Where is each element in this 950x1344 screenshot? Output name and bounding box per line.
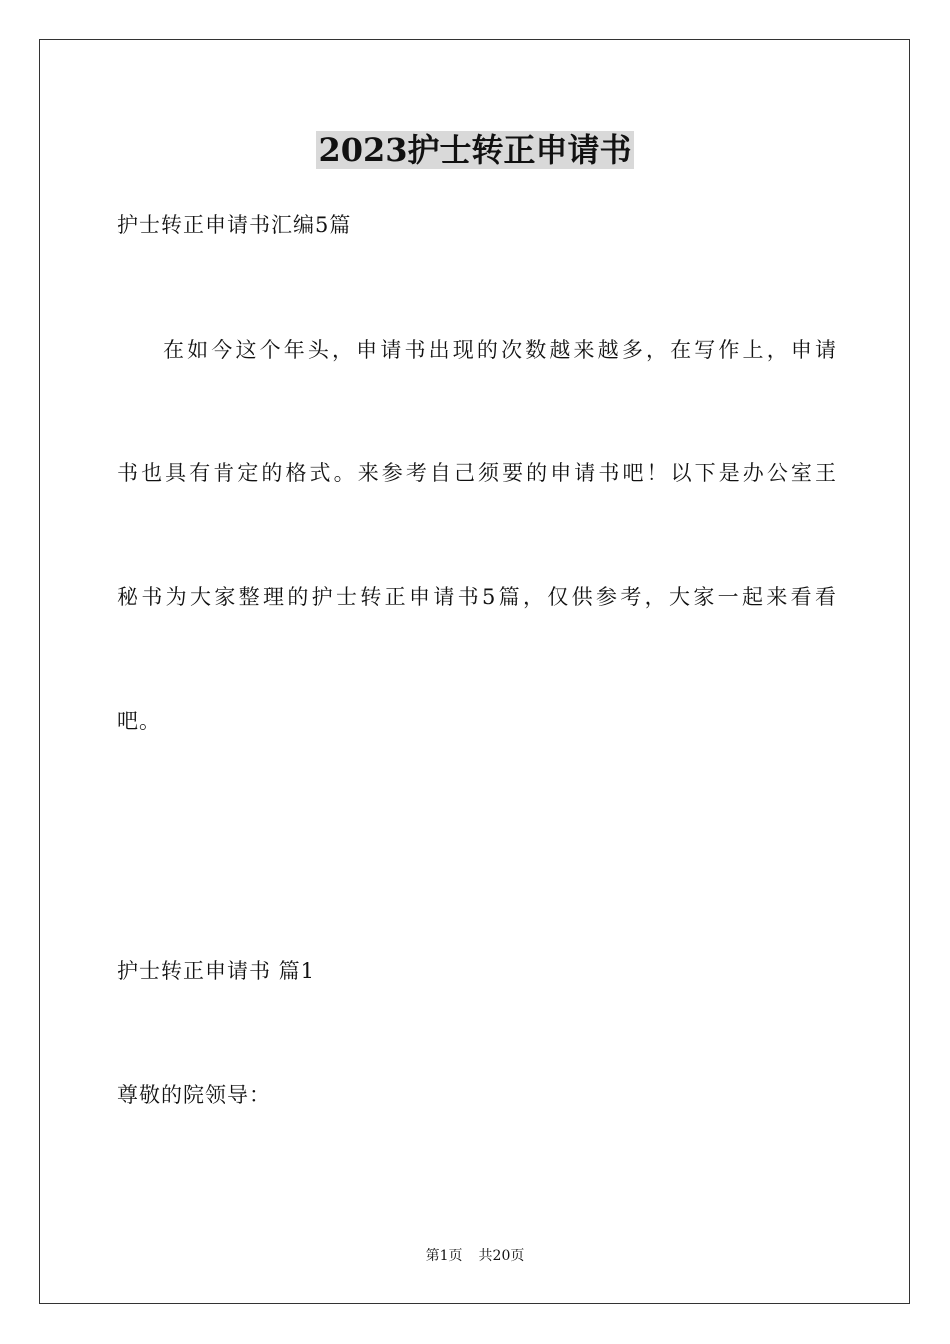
intro-line-3: 秘书为大家整理的护士转正申请书5篇，仅供参考，大家一起来看看	[117, 585, 837, 609]
page-footer	[0, 1246, 950, 1266]
page-total: 共20页	[478, 1248, 525, 1264]
intro-line-4: 吧。	[117, 709, 161, 733]
document-title-text: 2023护士转正申请书	[318, 131, 632, 169]
salutation: 尊敬的院领导：	[117, 1083, 271, 1107]
intro-line-2: 书也具有肯定的格式。来参考自己须要的申请书吧！以下是办公室王	[117, 461, 837, 485]
intro-line-1: 在如今这个年头，申请书出现的次数越来越多，在写作上，申请	[163, 338, 837, 362]
document-title	[0, 128, 950, 172]
document-subtitle: 护士转正申请书汇编5篇	[117, 213, 352, 237]
page-number: 第1页	[425, 1248, 463, 1264]
section-heading: 护士转正申请书 篇1	[117, 959, 316, 983]
